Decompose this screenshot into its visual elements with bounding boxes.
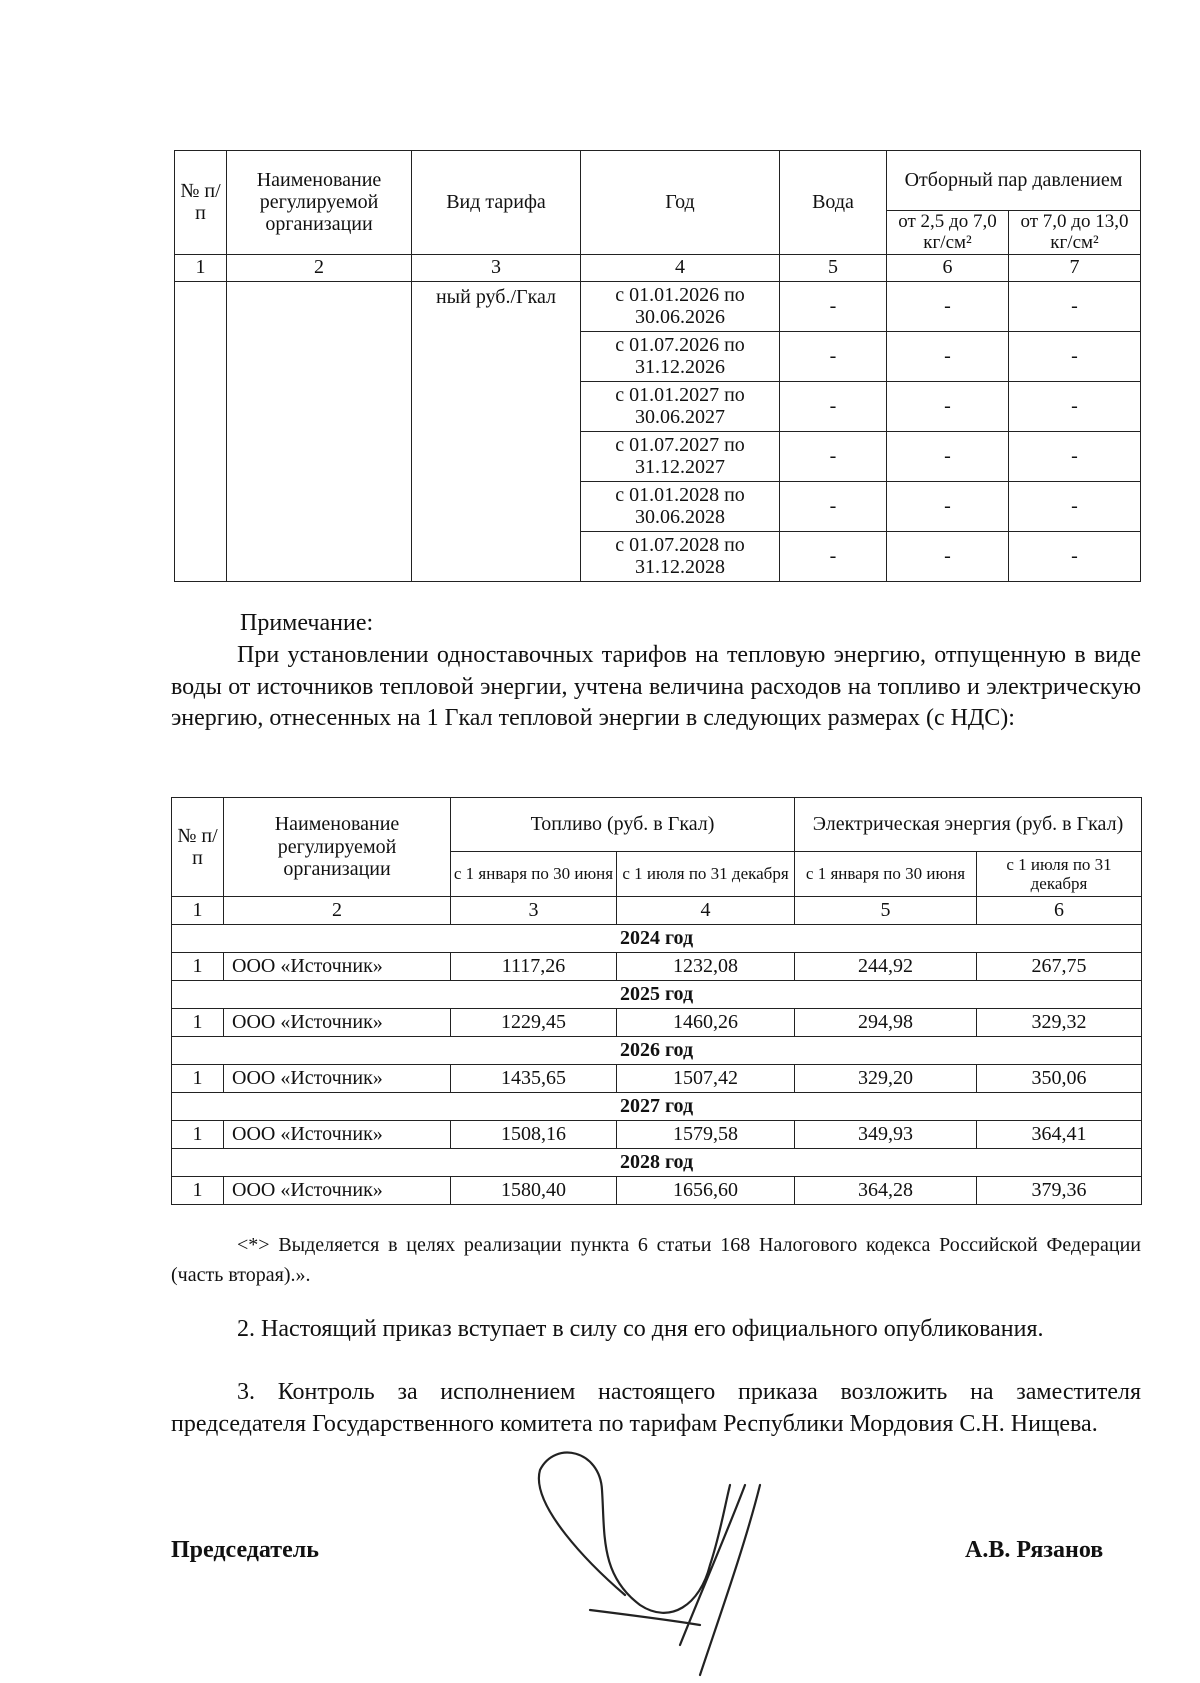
col-number: 4 [581,254,780,281]
header-steam-a: от 2,5 до 7,0 кг/см² [887,211,1009,255]
cell-steam-a: - [887,331,1009,381]
item-3: 3. Контроль за исполнением настоящего приказа возложить на заместителя председателя Государственного комитета по тарифам Республики Мордовия С.Н. Нищева. [171,1379,1141,1437]
footnote: <*> Выделяется в целях реализации пункта 6 статьи 168 Налогового кодекса Российской Федерации (часть вторая).». [171,1234,1141,1286]
signer-title: Председатель [171,1537,319,1563]
col-number: 1 [172,897,224,925]
cell-period: с 01.07.2027 по 31.12.2027 [581,431,780,481]
cell-value: 329,32 [977,1009,1142,1037]
header-period-h2: с 1 июля по 31 декабря [977,852,1142,897]
cell-org: ООО «Источник» [224,1065,451,1093]
header-steam-b: от 7,0 до 13,0 кг/см² [1009,211,1141,255]
cell-value: 1435,65 [451,1065,617,1093]
header-tariff: Вид тарифа [412,151,581,255]
cell-value: 294,98 [795,1009,977,1037]
col-number: 5 [780,254,887,281]
cell-steam-a: - [887,431,1009,481]
cell-water: - [780,331,887,381]
cell-value: 364,41 [977,1121,1142,1149]
cell-tariff: ный руб./Гкал [412,281,581,581]
header-fuel: Топливо (руб. в Гкал) [451,798,795,852]
cell-value: 1507,42 [617,1065,795,1093]
cell-period: с 01.07.2028 по 31.12.2028 [581,531,780,581]
col-number: 2 [227,254,412,281]
cell-value: 379,36 [977,1177,1142,1205]
cell-value: 1508,16 [451,1121,617,1149]
cell-value: 1460,26 [617,1009,795,1037]
col-number: 6 [887,254,1009,281]
cell-value: 350,06 [977,1065,1142,1093]
cell-num [175,281,227,581]
steam-tariff-table [174,150,1141,582]
item-2: 2. Настоящий приказ вступает в силу со дня его официального опубликования. [237,1316,1044,1342]
year-row [172,1093,1142,1121]
header-period-h2: с 1 июля по 31 декабря [617,852,795,897]
note-title: Примечание: [240,610,374,636]
table-row [172,1121,1142,1149]
cell-value: 1229,45 [451,1009,617,1037]
cell-water: - [780,281,887,331]
year-row [172,1149,1142,1177]
cell-water: - [780,481,887,531]
col-number: 6 [977,897,1142,925]
header-water: Вода [780,151,887,255]
cell-period: с 01.01.2026 по 30.06.2026 [581,281,780,331]
header-year: Год [581,151,780,255]
cell-steam-b: - [1009,281,1141,331]
cell-value: 1579,58 [617,1121,795,1149]
col-number: 7 [1009,254,1141,281]
col-number: 3 [451,897,617,925]
note-text: При установлении одноставочных тарифов на тепловую энергию, отпущенную в виде воды от источников тепловой энергии, учтена величина расходов на топливо и электрическую энергию, отнесенных на 1 Гкал тепловой энергии в следующих размерах (с НДС): [171,642,1141,732]
year-row [172,981,1142,1009]
year-label: 2026 год [172,1037,1142,1065]
cell-water: - [780,531,887,581]
cell-steam-b: - [1009,331,1141,381]
cell-water: - [780,381,887,431]
cell-steam-a: - [887,481,1009,531]
cell-steam-b: - [1009,481,1141,531]
cell-org: ООО «Источник» [224,1177,451,1205]
cell-water: - [780,431,887,481]
col-number: 2 [224,897,451,925]
cost-table [171,797,1142,1205]
cell-org [227,281,412,581]
cell-period: с 01.01.2028 по 30.06.2028 [581,481,780,531]
year-label: 2028 год [172,1149,1142,1177]
cell-period: с 01.07.2026 по 31.12.2026 [581,331,780,381]
header-org: Наименование регулируемой организации [224,798,451,897]
year-label: 2024 год [172,925,1142,953]
cell-org: ООО «Источник» [224,953,451,981]
year-label: 2027 год [172,1093,1142,1121]
header-period-h1: с 1 января по 30 июня [795,852,977,897]
col-number: 3 [412,254,581,281]
table-row [172,1009,1142,1037]
year-label: 2025 год [172,981,1142,1009]
cell-value: 1117,26 [451,953,617,981]
cell-steam-b: - [1009,381,1141,431]
cell-num: 1 [172,1177,224,1205]
year-row [172,925,1142,953]
cell-value: 1232,08 [617,953,795,981]
cell-value: 364,28 [795,1177,977,1205]
table-row [172,953,1142,981]
cell-steam-b: - [1009,431,1141,481]
cell-period: с 01.01.2027 по 30.06.2027 [581,381,780,431]
table-row [172,1177,1142,1205]
cell-steam-a: - [887,531,1009,581]
signer-name: А.В. Рязанов [965,1537,1104,1563]
cell-num: 1 [172,1121,224,1149]
header-num: № п/п [175,151,227,255]
year-row [172,1037,1142,1065]
table-row [172,1065,1142,1093]
cell-steam-b: - [1009,531,1141,581]
header-period-h1: с 1 января по 30 июня [451,852,617,897]
cell-value: 1580,40 [451,1177,617,1205]
cell-steam-a: - [887,381,1009,431]
cell-value: 329,20 [795,1065,977,1093]
header-electricity: Электрическая энергия (руб. в Гкал) [795,798,1142,852]
cell-value: 349,93 [795,1121,977,1149]
cell-value: 1656,60 [617,1177,795,1205]
table-row [175,281,1141,331]
cell-value: 267,75 [977,953,1142,981]
cell-steam-a: - [887,281,1009,331]
signature [530,1445,830,1680]
col-number: 1 [175,254,227,281]
header-steam: Отборный пар давлением [887,151,1141,211]
header-num: № п/п [172,798,224,897]
cell-org: ООО «Источник» [224,1009,451,1037]
cell-value: 244,92 [795,953,977,981]
cell-num: 1 [172,953,224,981]
col-number: 4 [617,897,795,925]
header-org: Наименование регулируемой организации [227,151,412,255]
cell-num: 1 [172,1065,224,1093]
col-number: 5 [795,897,977,925]
cell-org: ООО «Источник» [224,1121,451,1149]
cell-num: 1 [172,1009,224,1037]
